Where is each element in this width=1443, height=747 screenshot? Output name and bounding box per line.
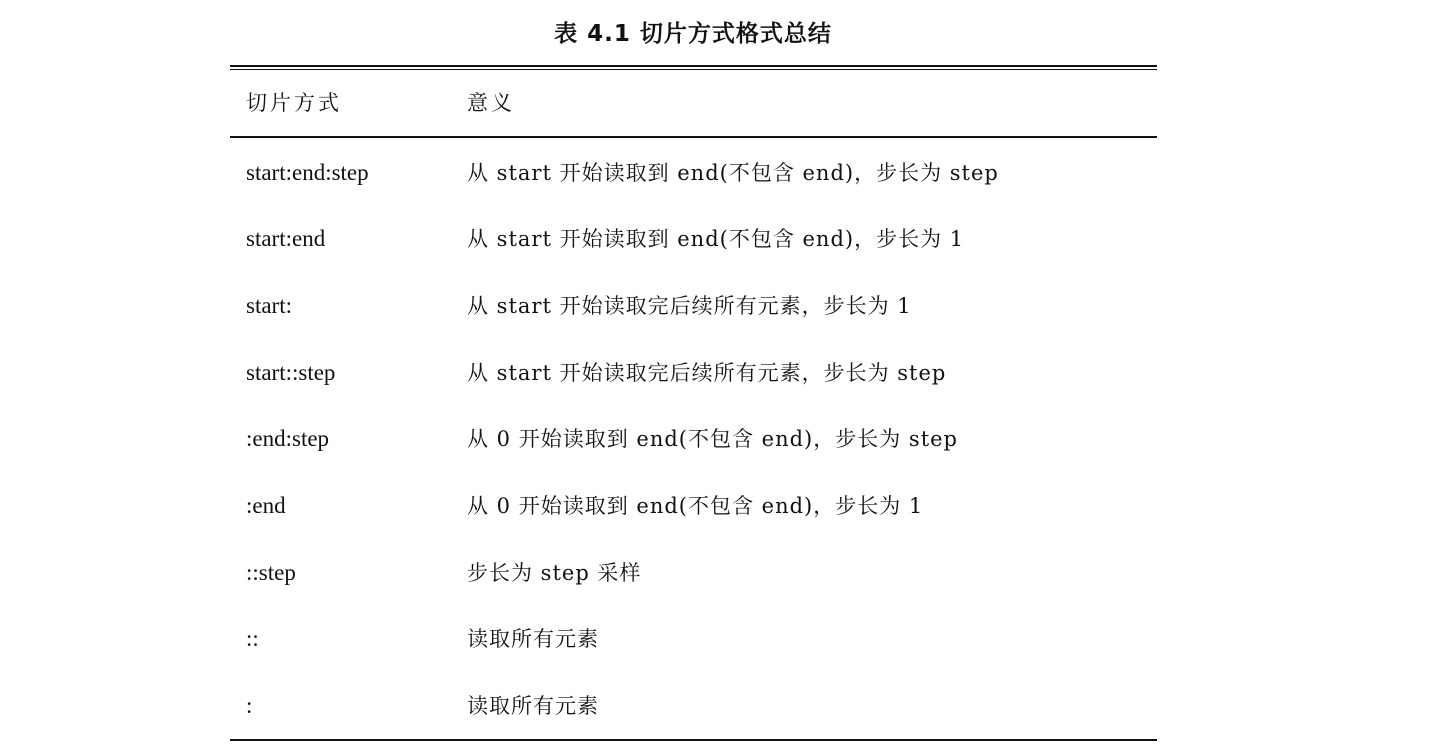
meaning-cell: 步长为 step 采样 (467, 561, 642, 585)
table-row (230, 406, 1157, 473)
header-meaning: 意义 (467, 91, 515, 115)
table-row (230, 673, 1157, 740)
table-bottom-rule (230, 739, 1157, 741)
meaning-cell: 从 0 开始读取到 end(不包含 end)，步长为 step (467, 427, 958, 451)
table-header-row (230, 70, 1157, 136)
table-row (230, 206, 1157, 273)
slice-format-cell: start::step (246, 360, 336, 385)
table-top-rule (230, 65, 1157, 67)
table-row (230, 340, 1157, 407)
slice-format-cell: :end:step (246, 426, 330, 451)
table-row (230, 606, 1157, 673)
table-row (230, 273, 1157, 340)
meaning-cell: 从 start 开始读取到 end(不包含 end)，步长为 step (467, 161, 999, 185)
slice-format-cell: start: (246, 293, 292, 318)
table-row (230, 140, 1157, 207)
table-header-rule (230, 136, 1157, 138)
slice-format-cell: : (246, 693, 253, 718)
meaning-cell: 从 start 开始读取到 end(不包含 end)，步长为 1 (467, 227, 965, 251)
meaning-cell: 从 0 开始读取到 end(不包含 end)，步长为 1 (467, 494, 924, 518)
meaning-cell: 读取所有元素 (467, 694, 599, 718)
slice-format-cell: ::step (246, 560, 296, 585)
meaning-cell: 从 start 开始读取完后续所有元素，步长为 step (467, 361, 947, 385)
meaning-cell: 从 start 开始读取完后续所有元素，步长为 1 (467, 294, 912, 318)
meaning-cell: 读取所有元素 (467, 627, 599, 651)
table-row (230, 540, 1157, 607)
table-row (230, 473, 1157, 540)
table-caption: 表 4.1 切片方式格式总结 (554, 21, 832, 47)
slice-format-cell: :end (246, 493, 286, 518)
table-body (230, 140, 1157, 738)
header-slice-format: 切片方式 (246, 91, 342, 115)
slice-format-cell: start:end:step (246, 160, 369, 185)
slice-format-cell: :: (246, 626, 259, 651)
slice-format-cell: start:end (246, 226, 326, 251)
